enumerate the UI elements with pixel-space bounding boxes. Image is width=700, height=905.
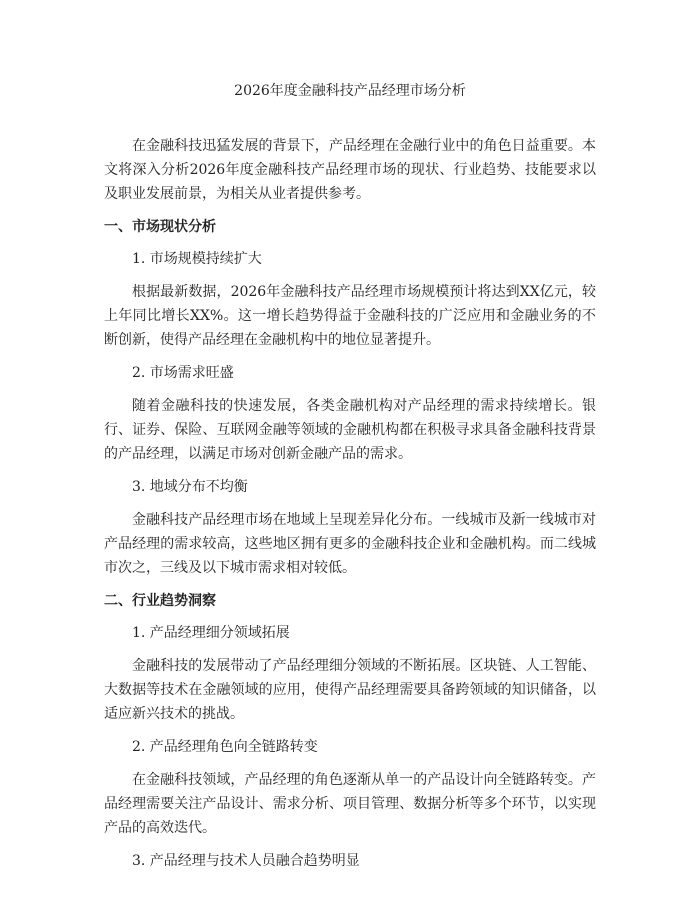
paragraph-regional-distribution: 金融科技产品经理市场在地域上呈现差异化分布。一线城市及新一线城市对产品经理的需求较高，这些地区拥有更多的金融科技企业和金融机构。而二线城市次之，三线及以下城市需求相对较低。 [104,512,596,576]
document-title: 2026年度金融科技产品经理市场分析 [234,83,466,99]
subheading-market-size: 1. 市场规模持续扩大 [132,251,262,267]
subheading-market-demand: 2. 市场需求旺盛 [132,365,234,381]
paragraph-market-demand: 随着金融科技的快速发展，各类金融机构对产品经理的需求持续增长。银行、证券、保险、互联网金融等领域的金融机构都在积极寻求具备金融科技背景的产品经理，以满足市场对创新金融产品的需求。 [104,398,596,462]
paragraph-market-size: 根据最新数据，2026年金融科技产品经理市场规模预计将达到XX亿元，较上年同比增长XX%。这一增长趋势得益于金融科技的广泛应用和金融业务的不断创新，使得产品经理在金融机构中的地位显著提升。 [104,284,596,348]
paragraph-full-chain-role: 在金融科技领域，产品经理的角色逐渐从单一的产品设计向全链路转变。产品经理需要关注产品设计、需求分析、项目管理、数据分析等多个环节，以实现产品的高效迭代。 [104,772,596,836]
subheading-full-chain-role: 2. 产品经理角色向全链路转变 [132,739,318,755]
subheading-segment-expansion: 1. 产品经理细分领域拓展 [132,625,290,641]
intro-paragraph: 在金融科技迅猛发展的背景下，产品经理在金融行业中的角色日益重要。本文将深入分析2026年度金融科技产品经理市场的现状、行业趋势、技能要求以及职业发展前景，为相关从业者提供参考。 [104,138,596,202]
subheading-regional-distribution: 3. 地域分布不均衡 [132,479,248,495]
paragraph-segment-expansion: 金融科技的发展带动了产品经理细分领域的不断拓展。区块链、人工智能、大数据等技术在金融领域的应用，使得产品经理需要具备跨领域的知识储备，以适应新兴技术的挑战。 [104,658,596,722]
subheading-tech-integration: 3. 产品经理与技术人员融合趋势明显 [132,853,360,869]
section-heading-market-status: 一、市场现状分析 [104,219,216,235]
section-heading-industry-trends: 二、行业趋势洞察 [104,593,216,609]
